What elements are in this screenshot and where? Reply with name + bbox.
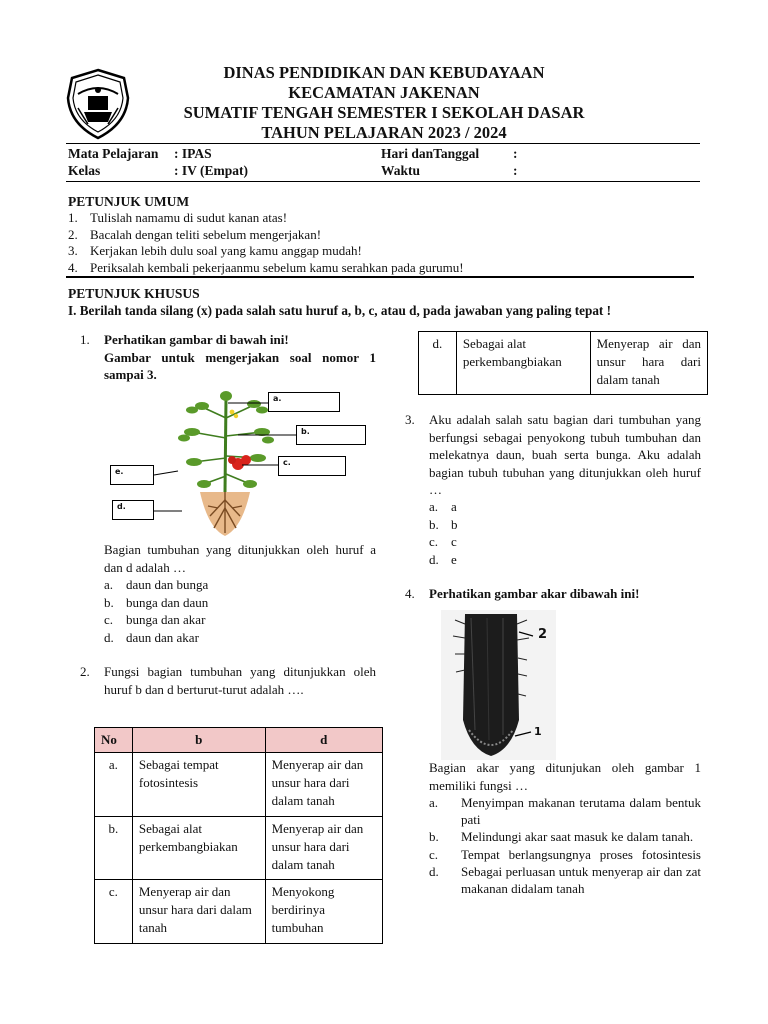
class-value: : IV (Empat) [174, 163, 248, 178]
list-item: 3. Kerjakan lebih dulu soal yang kamu anggap mudah! [68, 243, 362, 258]
table-cell: d. [419, 332, 457, 395]
subject-label: Mata Pelajaran [68, 146, 159, 161]
option-b[interactable]: b. Melindungi akar saat masuk ke dalam tanah. [429, 829, 694, 845]
table-cell: b. [95, 817, 133, 880]
time-label: Waktu [381, 163, 421, 178]
root-label-1: 1 [534, 725, 542, 738]
question-4 [405, 585, 701, 603]
header-line-4: TAHUN PELAJARAN 2023 / 2024 [261, 123, 507, 142]
option-b[interactable]: b. b [429, 516, 458, 532]
question-2-table [94, 727, 383, 944]
list-item: 2. Bacalah dengan teliti sebelum mengerjakan! [68, 226, 322, 242]
table-row [95, 880, 383, 944]
table-row [95, 817, 383, 880]
general-list [68, 210, 708, 276]
question-3 [405, 411, 701, 499]
plant-label-d: d. [112, 500, 154, 520]
question-1-stem: Bagian tumbuhan yang ditunjukkan oleh huruf a dan d adalah … [104, 542, 376, 575]
specific-title: PETUNJUK KHUSUS [68, 286, 200, 301]
table-cell: Menyerap air dan unsur hara dari dalam tanah [132, 880, 265, 944]
class-label: Kelas [68, 163, 101, 178]
meta-rule [66, 181, 700, 182]
question-4-title: Perhatikan gambar akar dibawah ini! [429, 586, 640, 601]
header-line-2: KECAMATAN JAKENAN [288, 83, 480, 102]
col-header-b: b [132, 728, 265, 753]
table-cell: Sebagai alat perkembangbiakan [456, 332, 590, 395]
question-1 [80, 331, 376, 384]
option-c[interactable]: c. Tempat berlangsungnya proses fotosintesis [429, 846, 701, 862]
question-number: 1. [80, 332, 90, 347]
plant-label-c: c. [278, 456, 346, 476]
question-3-stem: Aku adalah salah satu bagian dari tumbuhan yang berfungsi sebagai penyokong tubuh tumbuhan dan melekatnya daun, buah serta bunga. Aku adalah bagian tubuh tubuhan yang ditunjukkan oleh huruf … [429, 412, 701, 497]
option-d[interactable]: d. e [429, 551, 457, 567]
table-cell: a. [95, 753, 133, 817]
plant-label-b: b. [296, 425, 366, 445]
table-cell: Menyerap air dan unsur hara dari dalam tanah [265, 753, 382, 817]
table-cell: Menyokong berdirinya tumbuhan [265, 880, 382, 944]
question-4-stem: Bagian akar yang ditunjukan oleh gambar 1 memiliki fungsi … [429, 760, 701, 793]
plant-label-e: e. [110, 465, 154, 485]
day-label: Hari danTanggal [381, 146, 480, 161]
question-number: 3. [405, 412, 415, 427]
header-line-1: DINAS PENDIDIKAN DAN KEBUDAYAAN [223, 63, 545, 82]
table-cell: Menyerap air dan unsur hara dari dalam tanah [590, 332, 707, 395]
question-subtitle: Gambar untuk mengerjakan soal nomor 1 sampai 3. [104, 349, 376, 382]
question-4-options [429, 794, 701, 897]
option-a[interactable]: a. a [429, 499, 457, 514]
header-line-3: SUMATIF TENGAH SEMESTER I SEKOLAH DASAR [183, 103, 585, 122]
table-cell: Menyerap air dan unsur hara dari dalam tanah [265, 817, 382, 880]
option-a[interactable]: a. daun dan bunga [104, 577, 209, 592]
table-header-row [95, 728, 383, 753]
subject-value: : IPAS [174, 146, 212, 161]
question-1-options [104, 576, 376, 646]
table-cell: c. [95, 880, 133, 944]
plant-label-a: a. [268, 392, 340, 412]
question-number: 4. [405, 586, 415, 601]
table-cell: Sebagai alat perkembangbiakan [132, 817, 265, 880]
time-value: : [513, 163, 518, 178]
day-value: : [513, 146, 518, 161]
option-d[interactable]: d. daun dan akar [104, 629, 199, 645]
header-rule [66, 143, 700, 144]
table-cell: Sebagai tempat fotosintesis [132, 753, 265, 817]
option-b[interactable]: b. bunga dan daun [104, 594, 209, 610]
question-2-table-continued [418, 331, 708, 395]
col-header-no: No [95, 728, 133, 753]
question-2 [80, 663, 376, 698]
table-row [419, 332, 708, 395]
col-header-d: d [265, 728, 382, 753]
option-c[interactable]: c. bunga dan akar [104, 612, 206, 627]
general-title: PETUNJUK UMUM [68, 194, 190, 209]
root-label-2: 2 [538, 627, 548, 642]
question-title: Perhatikan gambar di bawah ini! [104, 332, 289, 347]
list-item: 1. Tulislah namamu di sudut kanan atas! [68, 210, 288, 225]
option-d[interactable]: d. Sebagai perluasan untuk menyerap air dan zat makanan didalam tanah [429, 863, 701, 897]
list-item: 4. Periksalah kembali pekerjaanmu sebelum kamu serahkan pada gurumu! [68, 259, 464, 275]
question-number: 2. [80, 664, 90, 679]
specific-instruction: I. Berilah tanda silang (x) pada salah satu huruf a, b, c, atau d, pada jawaban yang paling tepat ! [68, 303, 611, 318]
option-a[interactable]: a. Menyimpan makanan terutama dalam bentuk pati [429, 795, 701, 828]
section-rule [66, 276, 694, 278]
question-3-options [429, 498, 701, 568]
question-2-stem: Fungsi bagian tumbuhan yang ditunjukkan oleh huruf b dan d berturut-turut adalah …. [104, 664, 376, 697]
option-c[interactable]: c. c [429, 534, 457, 549]
table-row [95, 753, 383, 817]
